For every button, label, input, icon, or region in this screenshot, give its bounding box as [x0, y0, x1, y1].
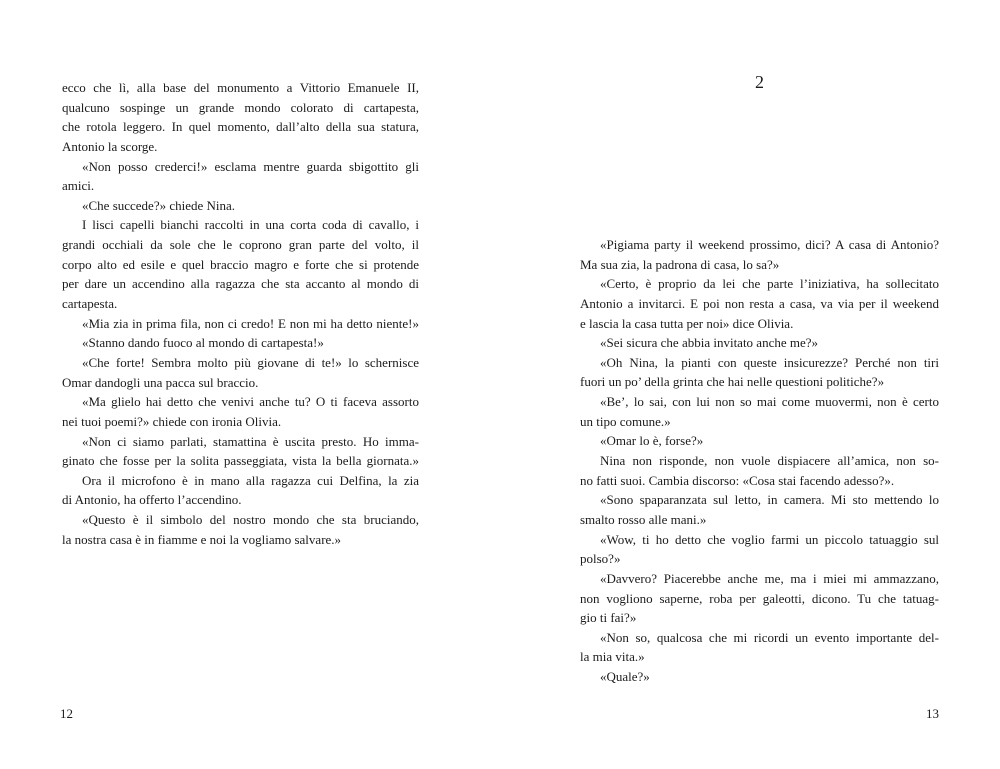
text-line: ginato che fosse per la solita passeggiata, vista la bella giornata.»	[62, 453, 419, 469]
text-line: «Stanno dando fuoco al mondo di cartapesta!»	[82, 335, 324, 351]
text-line: «Omar lo è, forse?»	[600, 433, 704, 449]
text-line: la mia vita.»	[580, 649, 645, 665]
text-line: no fatti suoi. Cambia discorso: «Cosa stai facendo adesso?».	[580, 472, 895, 488]
text-line: «Be’, lo sai, con lui non so mai come muovermi, non è certo	[600, 394, 939, 410]
text-line: Ora il microfono è in mano alla ragazza cui Delfina, la zia	[82, 472, 419, 488]
page-number-right: 13	[926, 706, 939, 721]
text-line: smalto rosso alle mani.»	[580, 511, 707, 527]
text-line: Antonio la scorge.	[62, 138, 158, 154]
text-line: «Non so, qualcosa che mi ricordi un evento importante del-	[600, 629, 939, 645]
text-line: e lascia la casa tutta per noi» dice Olivia.	[580, 315, 794, 331]
text-line: «Ma glielo hai detto che venivi anche tu? O ti faceva assorto	[82, 394, 419, 410]
text-line: gio ti fai?»	[580, 610, 637, 626]
chapter-number: 2	[755, 72, 764, 92]
left-page-text	[62, 78, 419, 549]
text-line: la nostra casa è in fiamme e noi la vogliamo salvare.»	[62, 531, 342, 547]
text-line: «Oh Nina, la pianti con queste insicurezze? Perché non tiri	[600, 354, 939, 370]
text-line: «Questo è il simbolo del nostro mondo che sta bruciando,	[82, 512, 419, 528]
text-line: grandi occhiali da sole che le coprono gran parte del volto, il	[62, 237, 419, 253]
text-line: per dare un accendino alla ragazza che sta accanto al mondo di	[62, 276, 419, 292]
text-line: Nina non risponde, non vuole dispiacere all’amica, non so-	[600, 453, 939, 469]
text-line: Antonio a invitarci. E poi non resta a casa, va via per il weekend	[580, 295, 939, 311]
page-number-left: 12	[60, 706, 73, 721]
text-line: «Non ci siamo parlati, stamattina è uscita presto. Ho imma-	[82, 433, 419, 449]
right-page-text	[580, 235, 939, 687]
text-line: che rotola leggero. In quel momento, dall’alto della sua statura,	[62, 119, 419, 135]
text-line: Omar dandogli una pacca sul braccio.	[62, 374, 259, 390]
text-line: «Mia zia in prima fila, non ci credo! E non mi ha detto niente!»	[82, 315, 419, 331]
text-line: non vogliono saperne, roba per galeotti, dicono. Tu che tatuag-	[580, 590, 939, 606]
text-line: nei tuoi poemi?» chiede con ironia Olivia.	[62, 413, 282, 429]
text-line: fuori un po’ della grinta che hai nelle questioni politiche?»	[580, 374, 885, 390]
text-line: cartapesta.	[62, 296, 118, 312]
text-line: «Che succede?» chiede Nina.	[82, 197, 236, 213]
text-line: amici.	[62, 178, 95, 194]
text-line: «Quale?»	[600, 669, 650, 685]
text-line: qualcuno sospinge un grande mondo colorato di cartapesta,	[62, 99, 419, 115]
text-line: «Sei sicura che abbia invitato anche me?»	[600, 335, 819, 351]
text-line: «Sono spaparanzata sul letto, in camera. Mi sto mettendo lo	[600, 492, 939, 508]
text-line: ecco che lì, alla base del monumento a Vittorio Emanuele II,	[62, 80, 419, 95]
text-line: polso?»	[580, 551, 621, 567]
text-line: «Pigiama party il weekend prossimo, dici? A casa di Antonio?	[600, 237, 939, 252]
text-line: corpo alto ed esile e quel braccio magro e forte che si protende	[62, 256, 419, 272]
text-line: un tipo comune.»	[580, 413, 671, 429]
text-line: «Certo, è proprio da lei che parte l’iniziativa, ha sollecitato	[600, 276, 939, 292]
text-line: di Antonio, ha offerto l’accendino.	[62, 492, 242, 508]
text-line: I lisci capelli bianchi raccolti in una corta coda di cavallo, i	[82, 217, 419, 233]
text-line: «Non posso crederci!» esclama mentre guarda sbigottito gli	[82, 158, 419, 174]
text-line: «Che forte! Sembra molto più giovane di te!» lo schernisce	[82, 354, 419, 370]
text-line: Ma sua zia, la padrona di casa, lo sa?»	[580, 256, 780, 272]
text-line: «Davvero? Piacerebbe anche me, ma i miei mi ammazzano,	[600, 570, 939, 586]
text-line: «Wow, ti ho detto che voglio farmi un piccolo tatuaggio sul	[600, 531, 939, 547]
